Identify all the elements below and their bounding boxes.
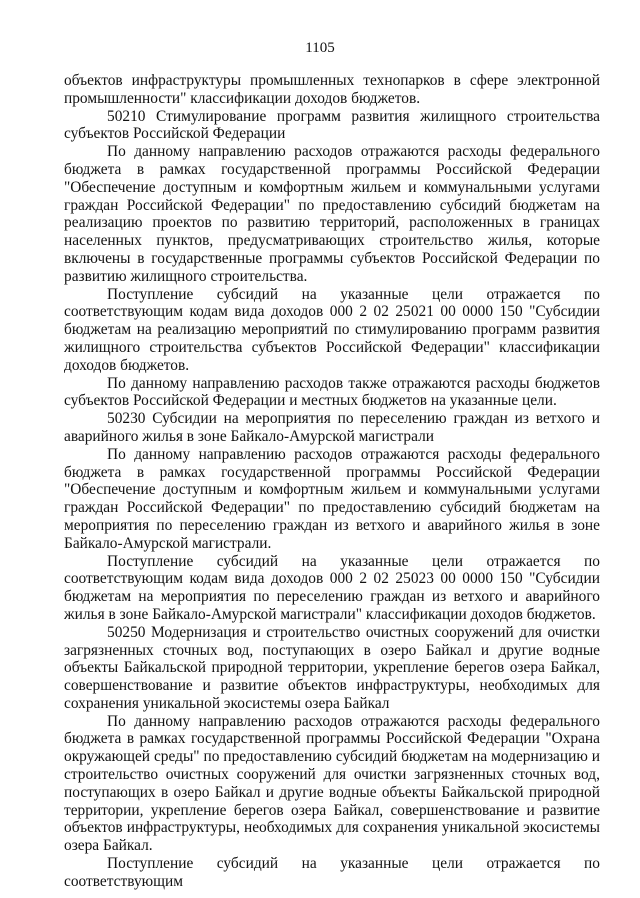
paragraph-truncated: Поступление субсидий на указанные цели отражается по соответствующим [64, 855, 600, 890]
paragraph: Поступление субсидий на указанные цели отражается по соответствующим кодам вида доходов 000 2 02 25023 00 0000 150 "Субсидии бюджетам на мероприятия по переселению граждан из ветхого и аварийного жилья в зоне Байкало-Амурской магистрали" классификации доходов бюджетов. [64, 552, 600, 623]
paragraph: По данному направлению расходов отражаются расходы федерального бюджета в рамках государственной программы Российской Федерации "Охрана окружающей среды" по предоставлению субсидий бюджетам на модернизацию и строительство очистных сооружений для очистки загрязненных сточных вод, поступающих в озеро Байкал и другие водные объекты Байкальской природной территории, укрепление берегов озера Байкал, совершенствование и развитие объектов инфраструктуры, необходимых для сохранения уникальной экосистемы озера Байкал. [64, 712, 600, 855]
paragraph: По данному направлению расходов также отражаются расходы бюджетов субъектов Российской Федерации и местных бюджетов на указанные цели. [64, 374, 600, 410]
paragraph: По данному направлению расходов отражаются расходы федерального бюджета в рамках государственной программы Российской Федерации "Обеспечение доступным и комфортным жильем и коммунальными услугами граждан Российской Федерации" по предоставлению субсидий бюджетам на реализацию проектов по развитию территорий, расположенных в границах населенных пунктов, предусматривающих строительство жилья, которые включены в государственные программы субъектов Российской Федерации по развитию жилищного строительства. [64, 143, 600, 285]
document-body [64, 72, 600, 891]
paragraph: Поступление субсидий на указанные цели отражается по соответствующим кодам вида доходов 000 2 02 25021 00 0000 150 "Субсидии бюджетам на реализацию мероприятий по стимулированию программ развития жилищного строительства субъектов Российской Федерации" классификации доходов бюджетов. [64, 285, 600, 374]
section-heading: 50250 Модернизация и строительство очистных сооружений для очистки загрязненных сточных вод, поступающих в озеро Байкал и другие водные объекты Байкальской природной территории, укрепление берегов озера Байкал, совершенствование и развитие объектов инфраструктуры, необходимых для сохранения уникальной экосистемы озера Байкал [64, 623, 600, 712]
paragraph: объектов инфраструктуры промышленных технопарков в сфере электронной промышленности" классификации доходов бюджетов. [64, 72, 600, 107]
paragraph: По данному направлению расходов отражаются расходы федерального бюджета в рамках государственной программы Российской Федерации "Обеспечение доступным и комфортным жильем и коммунальными услугами граждан Российской Федерации" по предоставлению субсидий бюджетам на мероприятия по переселению граждан из ветхого и аварийного жилья в зоне Байкало-Амурской магистрали. [64, 445, 600, 552]
section-heading: 50210 Стимулирование программ развития жилищного строительства субъектов Российской Федерации [64, 107, 600, 143]
page-number: 1105 [305, 40, 335, 56]
section-heading: 50230 Субсидии на мероприятия по переселению граждан из ветхого и аварийного жилья в зоне Байкало-Амурской магистрали [64, 410, 600, 445]
